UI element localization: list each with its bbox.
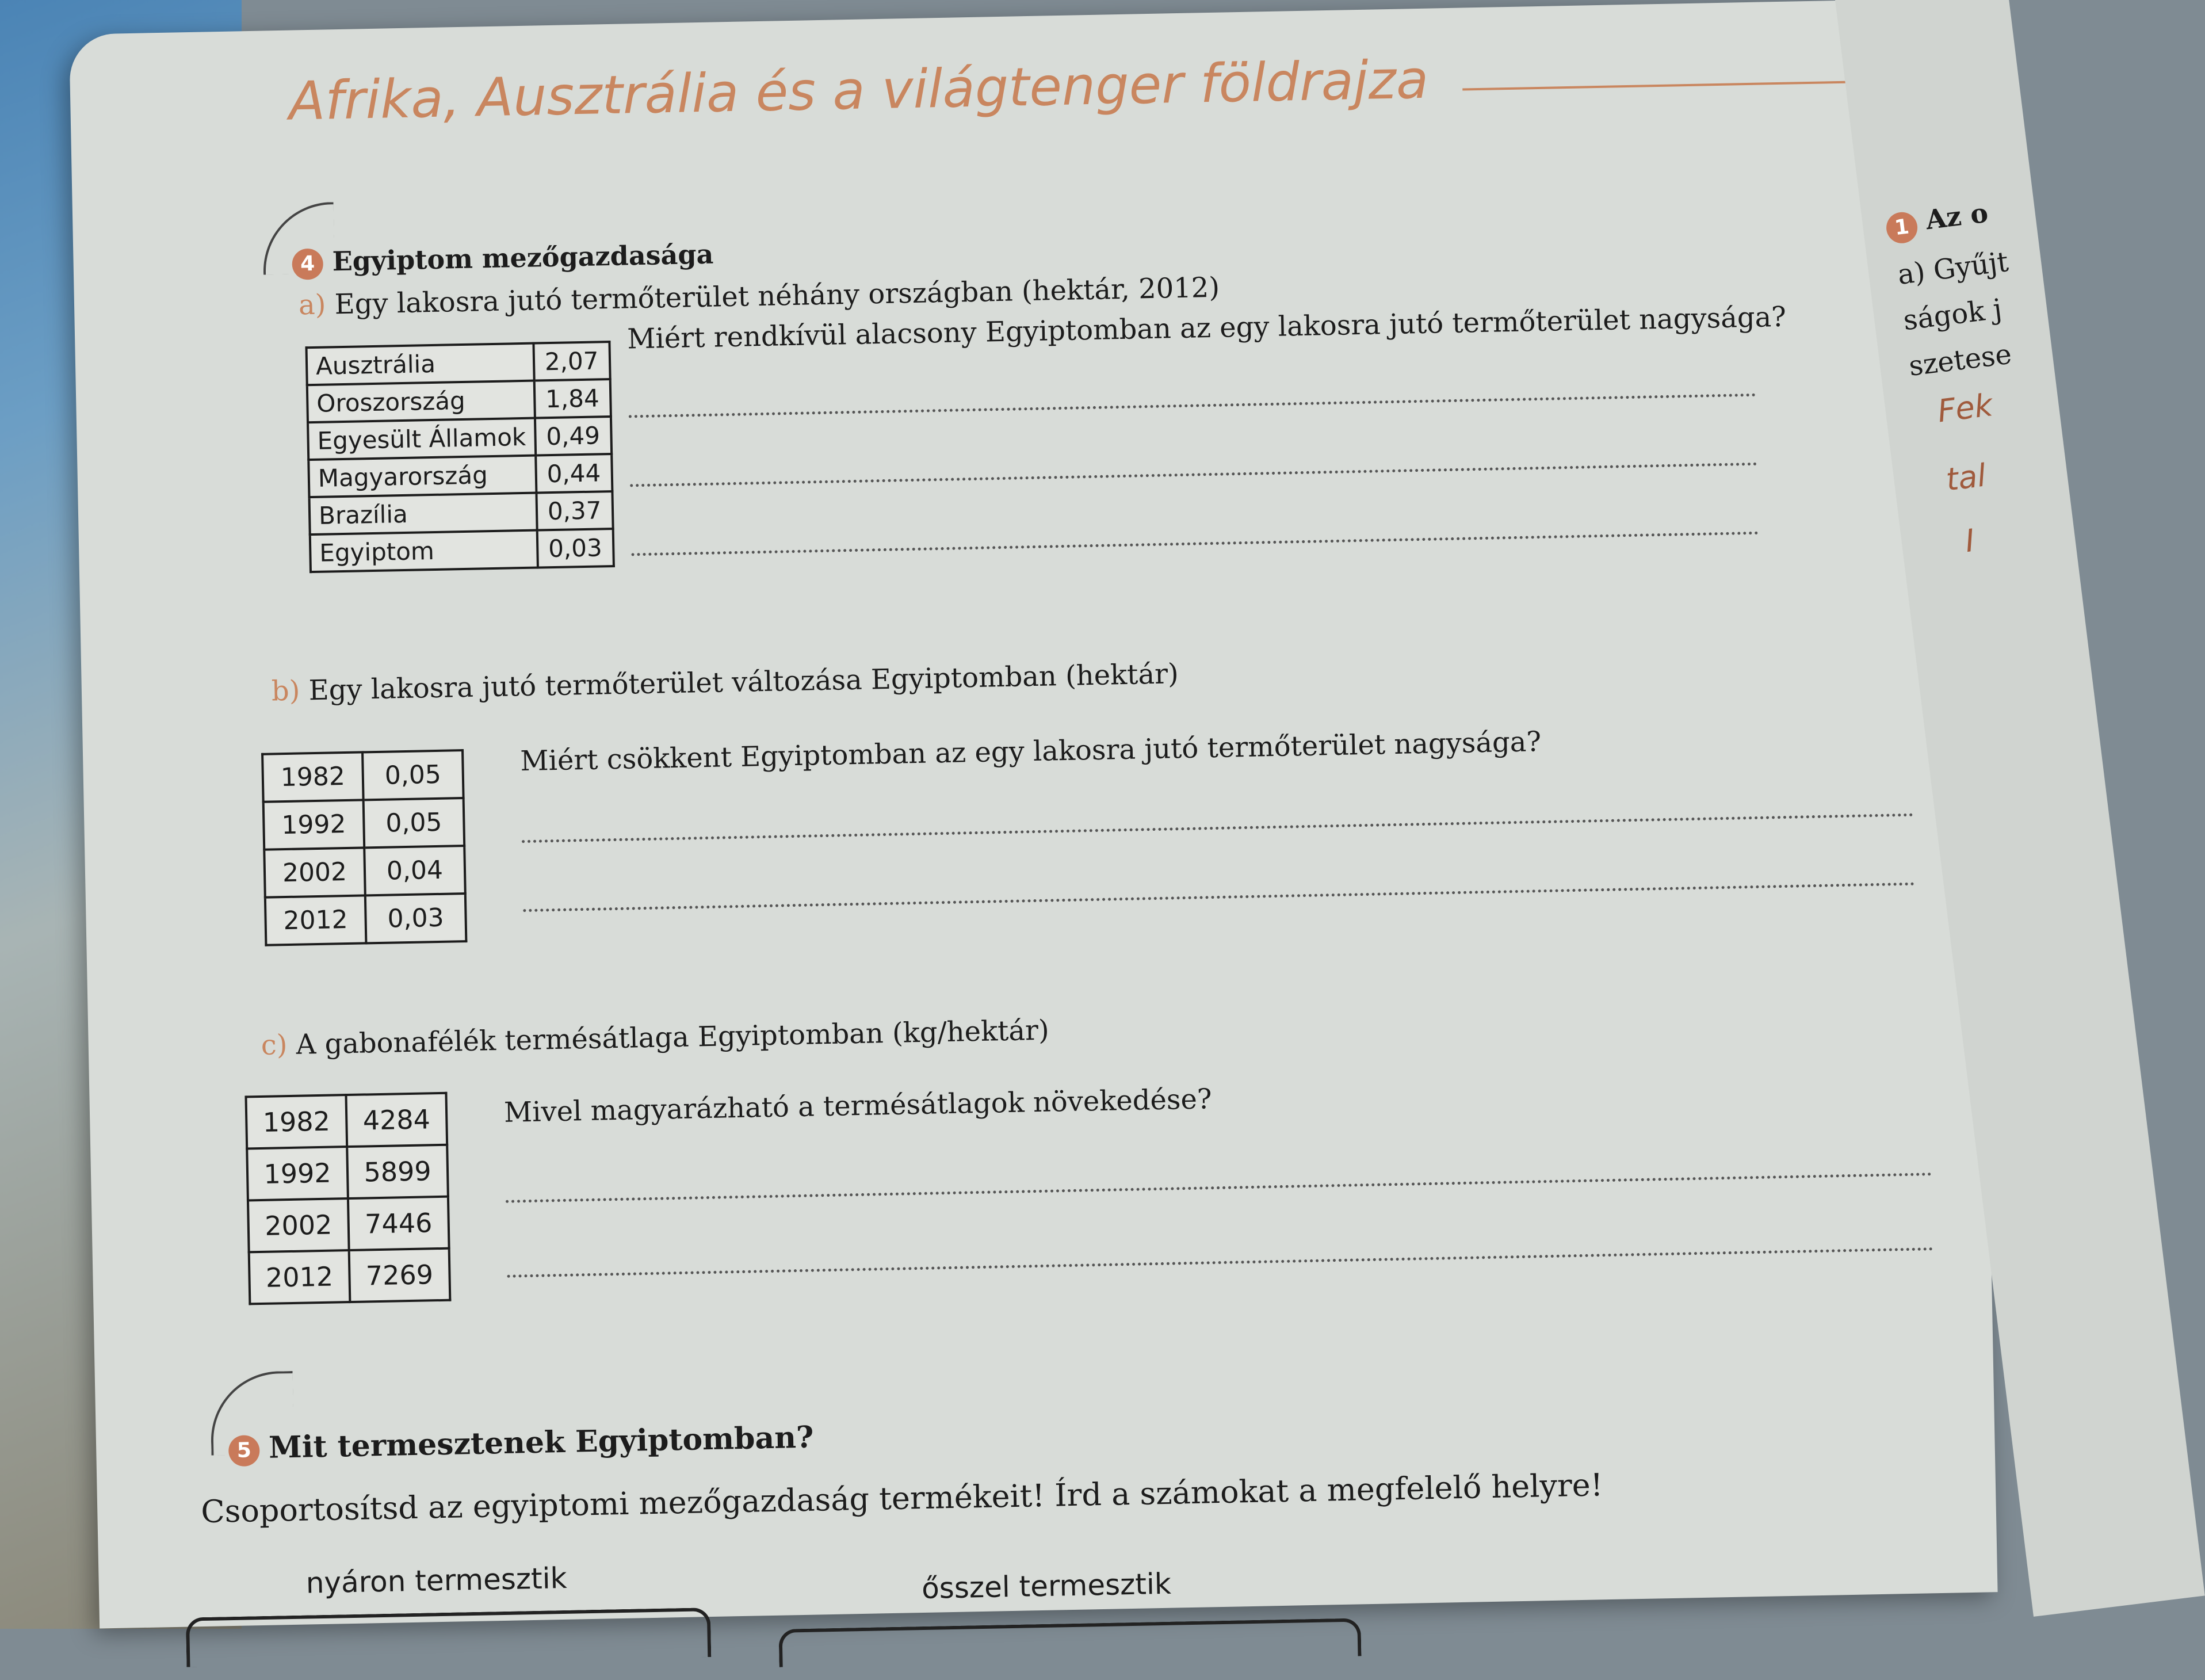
- handwriting: I: [1963, 522, 1977, 560]
- table-row: [246, 1093, 448, 1149]
- section5-instruction: Csoportosítsd az egyiptomi mezőgazdaság termékeit! Írd a számokat a megfelelő helyre!: [200, 1467, 1603, 1530]
- value-cell: 2,07: [533, 342, 610, 381]
- country-cell: Brazília: [309, 493, 537, 535]
- part-b-letter: b): [271, 674, 300, 708]
- country-cell: Magyarország: [308, 456, 536, 498]
- answer-line-b2[interactable]: [523, 883, 1915, 912]
- table-row: [247, 1145, 448, 1201]
- table-c: [244, 1092, 451, 1305]
- answer-line-a2[interactable]: [630, 463, 1757, 487]
- value-cell: 0,05: [362, 750, 464, 800]
- table-row: [249, 1248, 450, 1304]
- table-b: [261, 749, 467, 946]
- year-cell: 1992: [247, 1147, 348, 1200]
- answer-line-c2[interactable]: [507, 1247, 1934, 1278]
- label-summer: nyáron termesztik: [305, 1561, 568, 1600]
- country-cell: Ausztrália: [307, 343, 534, 385]
- part-a-title-text: Egy lakosra jutó termőterület néhány országban (hektár, 2012): [334, 271, 1220, 321]
- table-row: [307, 379, 611, 422]
- year-cell: 2002: [264, 847, 365, 897]
- value-cell: 5899: [347, 1145, 448, 1198]
- question-c: Mivel magyarázható a termésátlagok növekedése?: [503, 1083, 1213, 1129]
- value-cell: 0,49: [535, 417, 612, 456]
- value-cell: 0,37: [536, 491, 613, 530]
- part-b-title-text: Egy lakosra jutó termőterület változása Egyiptomban (hektár): [308, 658, 1179, 707]
- answer-line-a3[interactable]: [631, 532, 1759, 556]
- handwriting: Fek: [1935, 387, 1995, 430]
- table-row: [264, 846, 465, 898]
- section5-heading: Mit termesztenek Egyiptomban?: [268, 1419, 814, 1465]
- workbook-page: [69, 0, 1998, 1628]
- year-cell: 2012: [265, 895, 366, 945]
- country-cell: Egyiptom: [310, 530, 538, 572]
- value-cell: 4284: [346, 1093, 447, 1147]
- table-a: [305, 341, 614, 573]
- value-cell: 0,03: [537, 529, 613, 568]
- label-autumn: ősszel termesztik: [921, 1567, 1172, 1606]
- table-row: [248, 1197, 449, 1253]
- section5-badge: 5: [228, 1435, 260, 1467]
- value-cell: 0,05: [364, 798, 465, 847]
- right-text-line: szetese: [1907, 338, 2013, 383]
- right-section-heading: Az o: [1924, 197, 1990, 236]
- table-row: [263, 798, 465, 850]
- question-a: Miért rendkívül alacsony Egyiptomban az egy lakosra jutó termőterület nagysága?: [626, 300, 1787, 356]
- value-cell: 1,84: [534, 379, 610, 418]
- value-cell: 0,44: [536, 454, 612, 493]
- value-cell: 0,03: [365, 894, 467, 943]
- table-row: [307, 342, 610, 385]
- summer-answer-box[interactable]: [186, 1608, 711, 1667]
- value-cell: 7446: [348, 1197, 449, 1250]
- part-c-title: [261, 1014, 1049, 1062]
- year-cell: 1982: [262, 752, 364, 801]
- part-a-letter: a): [298, 288, 326, 322]
- part-c-letter: c): [261, 1029, 288, 1062]
- part-c-title-text: A gabonafélék termésátlaga Egyiptomban (kg/hektár): [296, 1014, 1050, 1061]
- table-row: [310, 529, 614, 572]
- section4-heading: Egyiptom mezőgazdasága: [332, 238, 714, 277]
- country-cell: Oroszország: [307, 381, 535, 423]
- answer-line-a1[interactable]: [629, 394, 1756, 418]
- section4-badge: 4: [292, 249, 323, 280]
- question-b: Miért csökkent Egyiptomban az egy lakosra jutó termőterület nagysága?: [519, 726, 1542, 778]
- right-section-badge: 1: [1885, 211, 1919, 245]
- answer-line-c1[interactable]: [506, 1173, 1932, 1203]
- part-b-title: [271, 658, 1179, 707]
- page-title: Afrika, Ausztrália és a világtenger földrajza: [288, 48, 1430, 132]
- autumn-answer-box[interactable]: [778, 1618, 1361, 1667]
- right-text-line: ságok j: [1901, 292, 2004, 337]
- country-cell: Egyesült Államok: [308, 418, 536, 460]
- handwriting: tal: [1944, 457, 1988, 498]
- right-text-line: a) Gyűjt: [1896, 245, 2011, 292]
- year-cell: 2012: [249, 1250, 350, 1304]
- year-cell: 2002: [248, 1198, 349, 1252]
- table-row: [308, 454, 612, 497]
- table-row: [262, 750, 464, 802]
- table-row: [308, 417, 612, 460]
- year-cell: 1992: [263, 800, 365, 849]
- table-row: [265, 894, 467, 945]
- value-cell: 7269: [349, 1248, 450, 1302]
- table-row: [309, 491, 613, 534]
- year-cell: 1982: [246, 1095, 347, 1148]
- value-cell: 0,04: [364, 846, 465, 895]
- answer-line-b1[interactable]: [522, 814, 1914, 843]
